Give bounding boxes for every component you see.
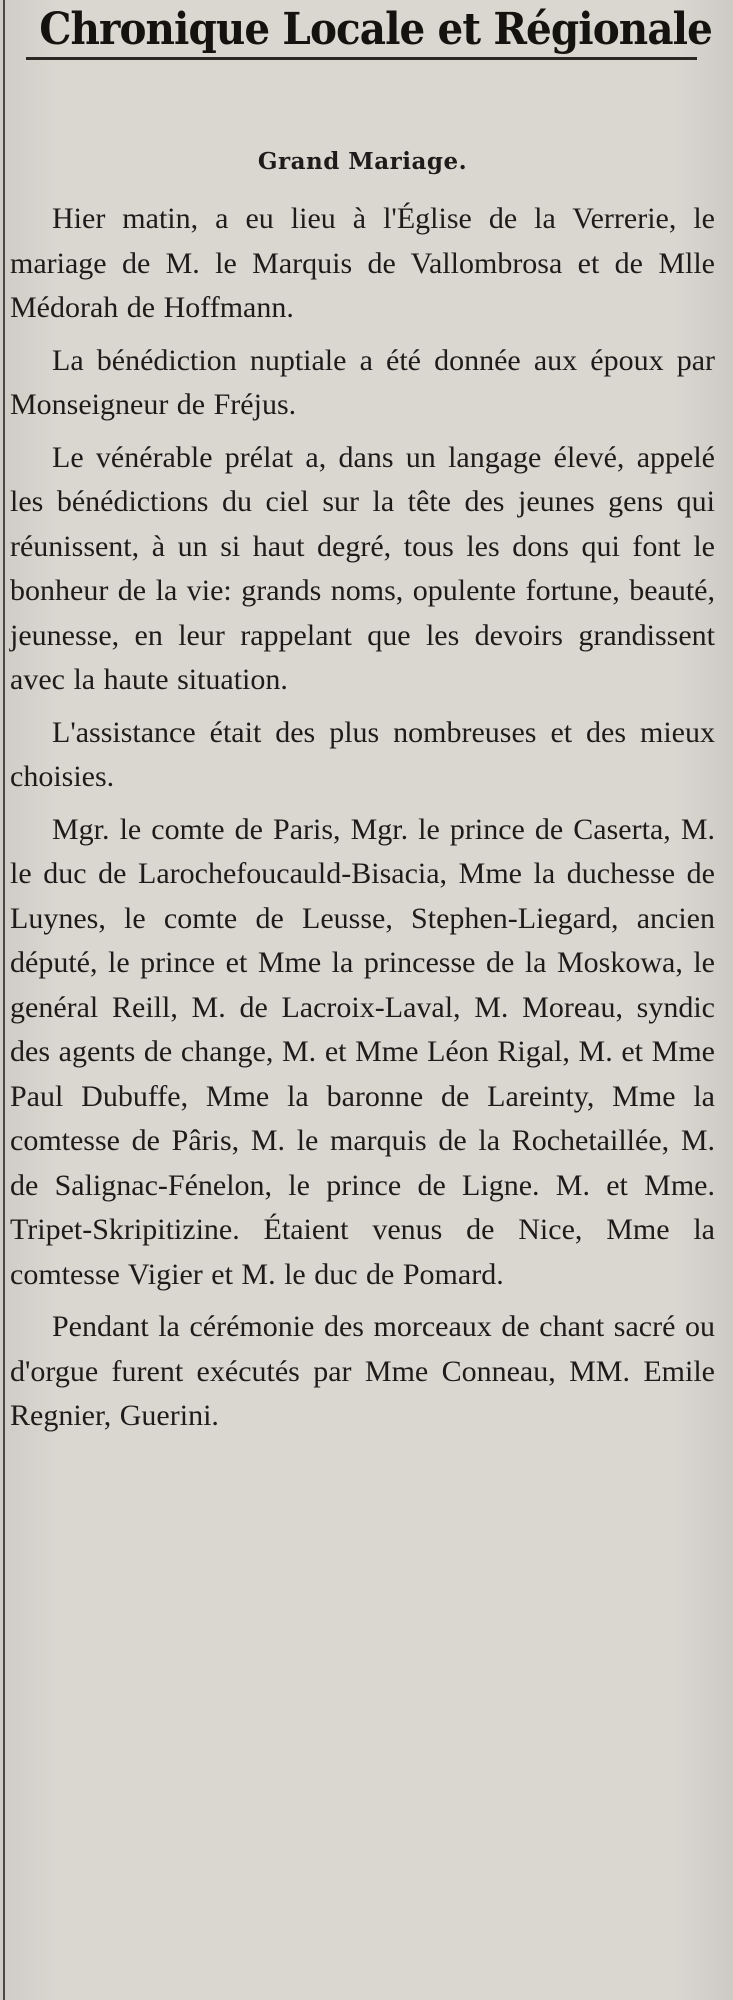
article-paragraph: L'assistance était des plus nombreuses et des mieux choisies. bbox=[10, 715, 715, 793]
header-divider bbox=[26, 57, 697, 60]
column-rule bbox=[3, 0, 5, 2000]
article-paragraph: La bénédiction nuptiale a été donnée aux époux par Monseigneur de Fréjus. bbox=[10, 343, 715, 421]
column-header bbox=[10, 0, 715, 94]
article-paragraph: Pendant la cérémonie des morceaux de chant sacré ou d'orgue furent exécutés par Mme Conneau, MM. Emile Regnier, Guerini. bbox=[10, 1310, 715, 1432]
article-paragraph: Mgr. le comte de Paris, Mgr. le prince de Caserta, M. le duc de Larochefoucauld-Bisacia, Mme la duchesse de Luynes, le comte de Leusse, Stephen-Liegard, ancien député, le prince et Mme la princesse de la Moskowa, le genéral Reill, M. de Lacroix-Laval, M. Moreau, syndic des agents de change, M. et Mme Léon Rigal, M. et Mme Paul Dubuffe, Mme la baronne de Lareinty, Mme la comtesse de Pâris, M. le marquis de la Rochetaillée, M. de Salignac-Fénelon, le prince de Ligne. M. et Mme. Tripet-Skripitizine. Étaient venus de Nice, Mme la comtesse Vigier et M. le duc de Pomard. bbox=[10, 812, 715, 1291]
article-paragraph: Hier matin, a eu lieu à l'Église de la Verrerie, le mariage de M. le Marquis de Vallombrosa et de Mlle Médorah de Hoffmann. bbox=[10, 202, 715, 324]
article bbox=[10, 148, 715, 1439]
article-title: Grand Mariage. bbox=[257, 148, 468, 175]
column-title: Chronique Locale et Régionale bbox=[39, 4, 712, 55]
article-paragraph: Le vénérable prélat a, dans un langage élevé, appelé les bénédictions du ciel sur la tête des jeunes gens qui réunissent, à un si haut degré, tous les dons qui font le bonheur de la vie: grands noms, opulente fortune, beauté, jeunesse, en leur rappelant que les devoirs grandissent avec la haute situation. bbox=[10, 440, 715, 696]
